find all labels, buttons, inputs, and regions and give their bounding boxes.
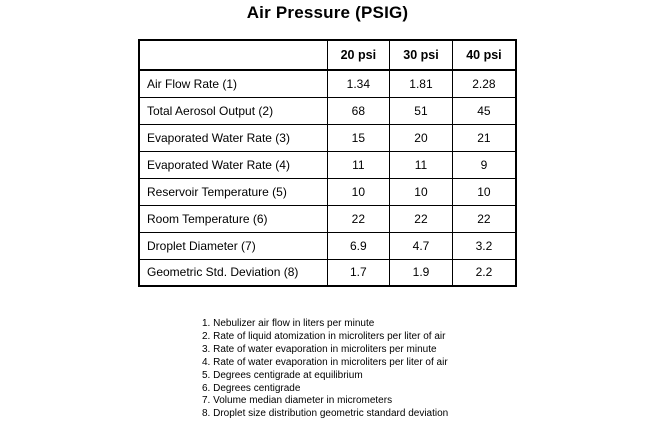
cell-value: 9 xyxy=(452,151,516,178)
cell-value: 45 xyxy=(452,97,516,124)
header-cell-blank xyxy=(139,40,327,70)
cell-value: 2.2 xyxy=(452,259,516,286)
table-row xyxy=(139,70,516,97)
footnote: 1. Nebulizer air flow in liters per minute xyxy=(202,318,375,329)
cell-value: 51 xyxy=(390,97,453,124)
cell-value: 20 xyxy=(390,124,453,151)
cell-value: 11 xyxy=(390,151,453,178)
row-label: Total Aerosol Output (2) xyxy=(139,97,327,124)
cell-value: 11 xyxy=(327,151,390,178)
footnote: 2. Rate of liquid atomization in microliters per liter of air xyxy=(202,330,446,342)
row-label: Evaporated Water Rate (4) xyxy=(139,151,327,178)
row-label: Reservoir Temperature (5) xyxy=(139,178,327,205)
footnote: 7. Volume median diameter in micrometers xyxy=(202,395,393,407)
cell-value: 1.81 xyxy=(390,70,453,97)
table-header-row xyxy=(139,40,516,70)
cell-value: 6.9 xyxy=(327,232,390,259)
table-row xyxy=(139,259,516,286)
cell-value: 22 xyxy=(327,205,390,232)
header-cell-30-psi: 30 psi xyxy=(390,40,453,70)
cell-value: 3.2 xyxy=(452,232,516,259)
cell-value: 1.9 xyxy=(390,259,453,286)
cell-value: 1.34 xyxy=(327,70,390,97)
header-cell-40-psi: 40 psi xyxy=(452,40,516,70)
table-row xyxy=(139,205,516,232)
page-title: Air Pressure (PSIG) xyxy=(246,3,409,22)
data-table xyxy=(138,39,517,287)
table-row xyxy=(139,151,516,178)
cell-value: 4.7 xyxy=(390,232,453,259)
table-row xyxy=(139,124,516,151)
footnote: 8. Droplet size distribution geometric standard deviation xyxy=(202,408,449,420)
footnote: 3. Rate of water evaporation in microliters per minute xyxy=(202,343,437,355)
cell-value: 22 xyxy=(452,205,516,232)
cell-value: 68 xyxy=(327,97,390,124)
cell-value: 15 xyxy=(327,124,390,151)
cell-value: 2.28 xyxy=(452,70,516,97)
footnotes-list xyxy=(202,318,448,421)
cell-value: 10 xyxy=(327,178,390,205)
header-cell-20-psi: 20 psi xyxy=(327,40,390,70)
row-label: Room Temperature (6) xyxy=(139,205,327,232)
row-label: Evaporated Water Rate (3) xyxy=(139,124,327,151)
cell-value: 10 xyxy=(452,178,516,205)
cell-value: 1.7 xyxy=(327,259,390,286)
footnote: 5. Degrees centigrade at equilibrium xyxy=(202,369,363,381)
cell-value: 22 xyxy=(390,205,453,232)
footnote: 6. Degrees centigrade xyxy=(202,382,301,394)
table-row xyxy=(139,97,516,124)
cell-value: 21 xyxy=(452,124,516,151)
footnote: 4. Rate of water evaporation in microliters per liter of air xyxy=(202,356,448,368)
table-row xyxy=(139,178,516,205)
row-label: Droplet Diameter (7) xyxy=(139,232,327,259)
row-label: Geometric Std. Deviation (8) xyxy=(139,259,327,286)
row-label: Air Flow Rate (1) xyxy=(139,70,327,97)
cell-value: 10 xyxy=(390,178,453,205)
table-row xyxy=(139,232,516,259)
